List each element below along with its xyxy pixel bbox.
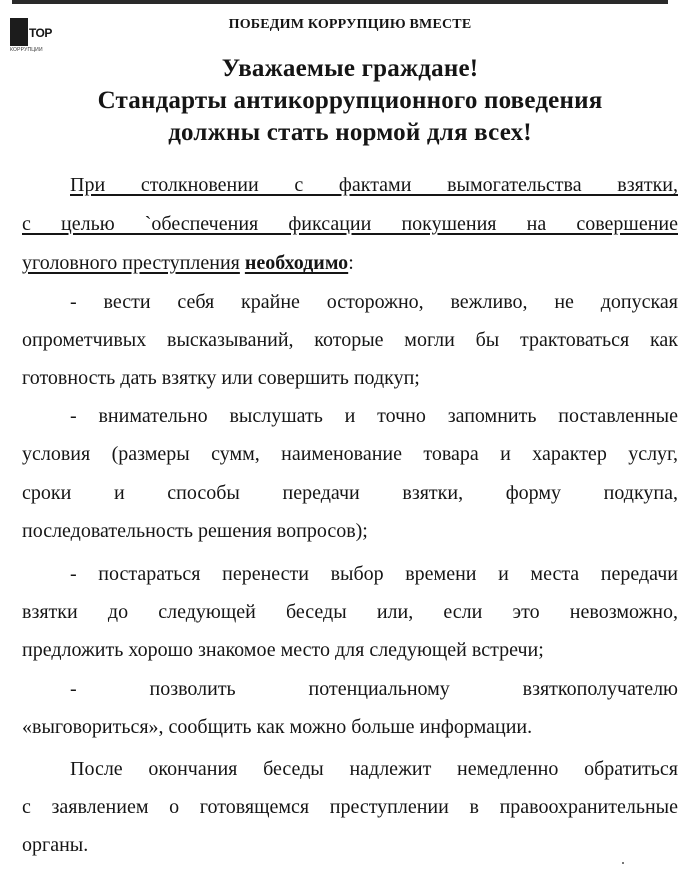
item-4-line-1: - позволить потенциальному взяткополучателю — [70, 678, 678, 700]
item-3-line-3: предложить хорошо знакомое место для следующей встречи; — [22, 639, 544, 661]
document-header: ПОБЕДИМ КОРРУПЦИЮ ВМЕСТЕ — [228, 17, 472, 32]
closing-line-2: с заявлением о готовящемся преступлении в правоохранительные — [22, 796, 678, 818]
title-line-1: Уважаемые граждане! — [221, 55, 479, 82]
title-line-2: Стандарты антикоррупционного поведения — [97, 87, 603, 114]
item-2-line-3: сроки и способы передачи взятки, форму подкупа, — [22, 482, 678, 504]
scan-speck — [622, 862, 624, 864]
item-1-line-2: опрометчивых высказываний, которые могли бы трактоваться как — [22, 329, 678, 351]
intro-line-2: с целью `обеспечения фиксации покушения на совершение — [22, 213, 678, 235]
item-2-line-2: условия (размеры сумм, наименование товара и характер услуг, — [22, 443, 678, 465]
item-3-line-1: - постараться перенести выбор времени и места передачи — [70, 563, 678, 585]
closing-line-3: органы. — [22, 834, 89, 856]
intro-line-3-text: уголовного преступления — [22, 252, 240, 274]
item-2-line-4: последовательность решения вопросов); — [22, 520, 368, 542]
logo-text: ТОР — [29, 26, 52, 40]
intro-colon: : — [348, 252, 354, 274]
item-1-line-3: готовность дать взятку или совершить подкуп; — [22, 367, 420, 389]
item-3-line-2: взятки до следующей беседы или, если это невозможно, — [22, 601, 678, 623]
closing-line-1: После окончания беседы надлежит немедленно обратиться — [70, 758, 678, 780]
intro-line-1: При столкновении с фактами вымогательства взятки, — [70, 174, 678, 196]
intro-line-3 — [22, 252, 678, 275]
item-1-line-1: - вести себя крайне осторожно, вежливо, не допуская — [70, 291, 678, 313]
intro-necessary: необходимо — [244, 252, 349, 274]
item-4-line-2: «выговориться», сообщить как можно больше информации. — [22, 716, 533, 738]
top-border-line — [12, 0, 668, 4]
logo-subtext: КОРРУПЦИИ — [10, 47, 43, 53]
title-line-3: должны стать нормой для всех! — [168, 119, 532, 146]
item-2-line-1: - внимательно выслушать и точно запомнить поставленные — [70, 405, 678, 427]
